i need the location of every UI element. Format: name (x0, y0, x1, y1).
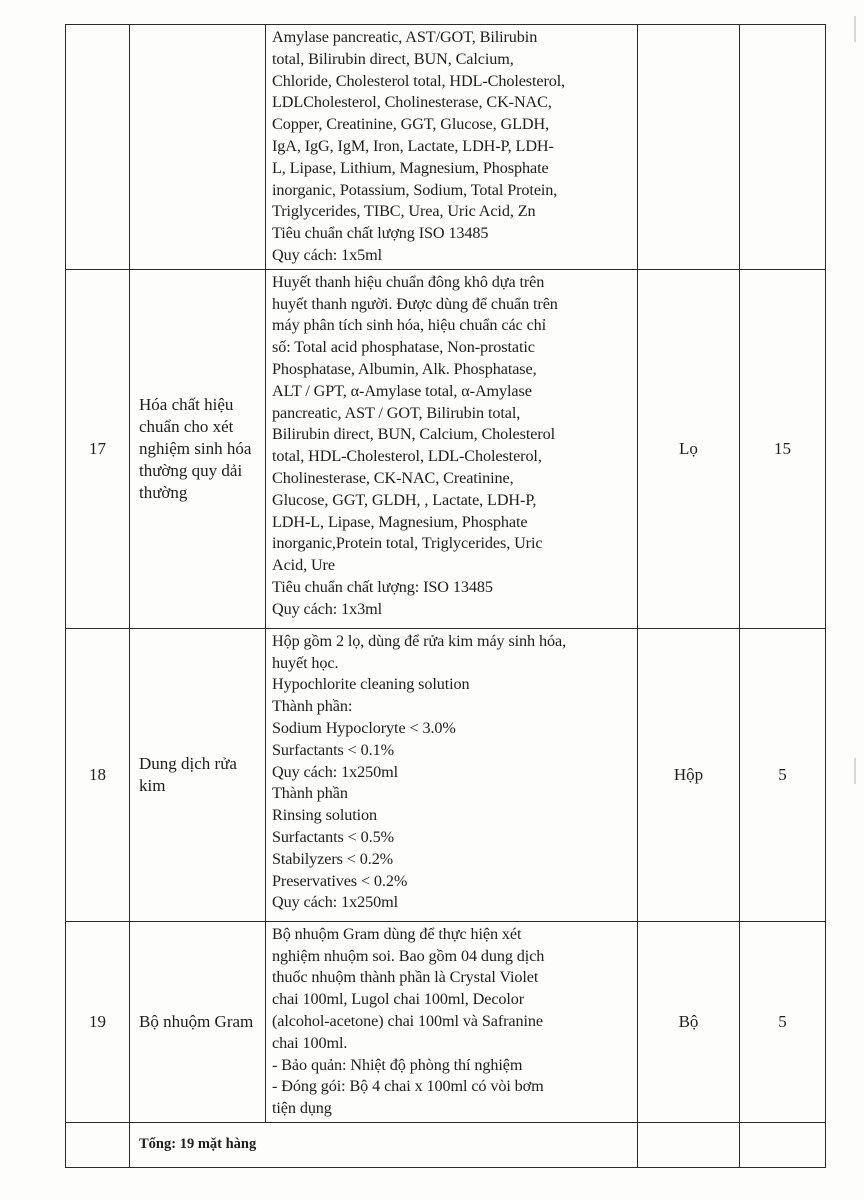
description-line: Thành phần: (272, 697, 353, 716)
description-line: tiện dụng (272, 1099, 332, 1118)
description-line: Bộ nhuộm Gram dùng để thực hiện xét (272, 924, 522, 943)
total-row (66, 1122, 826, 1167)
description-line: (alcohol-acetone) chai 100ml và Safranine (272, 1011, 543, 1030)
goods-table (65, 24, 826, 1168)
row-number (66, 25, 130, 270)
description-line: Triglycerides, TIBC, Urea, Uric Acid, Zn (272, 202, 536, 221)
item-name (130, 25, 266, 270)
description-line: - Đóng gói: Bộ 4 chai x 100ml có vòi bơm (272, 1077, 544, 1096)
description-line: Quy cách: 1x250ml (272, 762, 398, 781)
item-unit: Bộ (638, 921, 740, 1122)
scan-edge-mark (854, 16, 856, 42)
item-unit (638, 25, 740, 270)
description-line: LDLCholesterol, Cholinesterase, CK-NAC, (272, 93, 552, 112)
table-row (66, 628, 826, 921)
item-description (266, 25, 638, 270)
item-quantity: 5 (740, 921, 826, 1122)
item-description (266, 269, 638, 628)
row-number: 18 (66, 628, 130, 921)
table-row (66, 921, 826, 1122)
item-quantity (740, 25, 826, 270)
item-unit: Hộp (638, 628, 740, 921)
description-line: Amylase pancreatic, AST/GOT, Bilirubin (272, 28, 538, 46)
row-number: 17 (66, 269, 130, 628)
description-line: total, Bilirubin direct, BUN, Calcium, (272, 49, 514, 68)
description-line: LDH-L, Lipase, Magnesium, Phosphate (272, 512, 528, 531)
description-line: số: Total acid phosphatase, Non-prostatic (272, 338, 535, 357)
description-line: L, Lipase, Lithium, Magnesium, Phosphate (272, 158, 549, 177)
description-line: ALT / GPT, α-Amylase total, α-Amylase (272, 381, 532, 400)
description-line: huyết thanh người. Được dùng để chuẩn trên (272, 294, 558, 313)
description-line: total, HDL-Cholesterol, LDL-Cholesterol, (272, 447, 542, 466)
description-line: Copper, Creatinine, GGT, Glucose, GLDH, (272, 115, 550, 134)
description-line: thuốc nhuộm thành phần là Crystal Violet (272, 968, 539, 987)
description-line: Quy cách: 1x250ml (272, 893, 398, 912)
description-line: - Bảo quản: Nhiệt độ phòng thí nghiệm (272, 1055, 523, 1074)
item-quantity: 5 (740, 628, 826, 921)
total-label: Tổng: 19 mặt hàng (130, 1122, 638, 1167)
description-line: pancreatic, AST / GOT, Bilirubin total, (272, 403, 521, 422)
description-line: Acid, Ure (272, 556, 335, 575)
item-description (266, 921, 638, 1122)
description-line: Tiêu chuẩn chất lượng: ISO 13485 (272, 577, 493, 596)
description-line: chai 100ml. (272, 1033, 348, 1052)
table-row (66, 269, 826, 628)
description-line: Huyết thanh hiệu chuẩn đông khô dựa trên (272, 272, 545, 291)
description-line: chai 100ml, Lugol chai 100ml, Decolor (272, 990, 525, 1009)
description-line: inorganic, Potassium, Sodium, Total Protein, (272, 180, 558, 199)
row-number: 19 (66, 921, 130, 1122)
description-line: Preservatives < 0.2% (272, 871, 408, 890)
description-line: Quy cách: 1x3ml (272, 599, 382, 618)
description-line: Hộp gồm 2 lọ, dùng để rửa kim máy sinh hóa, (272, 631, 567, 650)
item-name: Hóa chất hiệu chuẩn cho xét nghiệm sinh hóa thường quy dải thường (130, 269, 266, 628)
item-name: Dung dịch rửa kim (130, 628, 266, 921)
scan-edge-mark (854, 758, 856, 784)
description-line: Rinsing solution (272, 806, 377, 825)
total-empty-cell (66, 1122, 130, 1167)
description-line: Glucose, GGT, GLDH, , Lactate, LDH-P, (272, 490, 537, 509)
description-line: Quy cách: 1x5ml (272, 245, 382, 264)
description-line: Cholinesterase, CK-NAC, Creatinine, (272, 468, 514, 487)
description-line: Surfactants < 0.1% (272, 740, 394, 759)
description-line: Tiêu chuẩn chất lượng ISO 13485 (272, 224, 489, 243)
description-line: Hypochlorite cleaning solution (272, 675, 470, 694)
description-line: Thành phần (272, 784, 348, 803)
description-line: huyết học. (272, 653, 339, 672)
description-line: nghiệm nhuộm soi. Bao gồm 04 dung dịch (272, 946, 545, 965)
description-line: inorganic,Protein total, Triglycerides, Uric (272, 534, 543, 553)
item-name: Bộ nhuộm Gram (130, 921, 266, 1122)
item-description (266, 628, 638, 921)
description-line: Phosphatase, Albumin, Alk. Phosphatase, (272, 359, 537, 378)
total-unit-cell (638, 1122, 740, 1167)
table-row (66, 25, 826, 270)
description-line: Stabilyzers < 0.2% (272, 849, 394, 868)
item-quantity: 15 (740, 269, 826, 628)
description-line: máy phân tích sinh hóa, hiệu chuẩn các chỉ (272, 316, 547, 335)
description-line: Chloride, Cholesterol total, HDL-Cholesterol, (272, 71, 566, 90)
description-line: Sodium Hypocloryte < 3.0% (272, 718, 456, 737)
description-line: Surfactants < 0.5% (272, 827, 394, 846)
item-unit: Lọ (638, 269, 740, 628)
total-qty-cell (740, 1122, 826, 1167)
description-line: Bilirubin direct, BUN, Calcium, Cholesterol (272, 425, 555, 444)
description-line: IgA, IgG, IgM, Iron, Lactate, LDH-P, LDH- (272, 136, 554, 155)
